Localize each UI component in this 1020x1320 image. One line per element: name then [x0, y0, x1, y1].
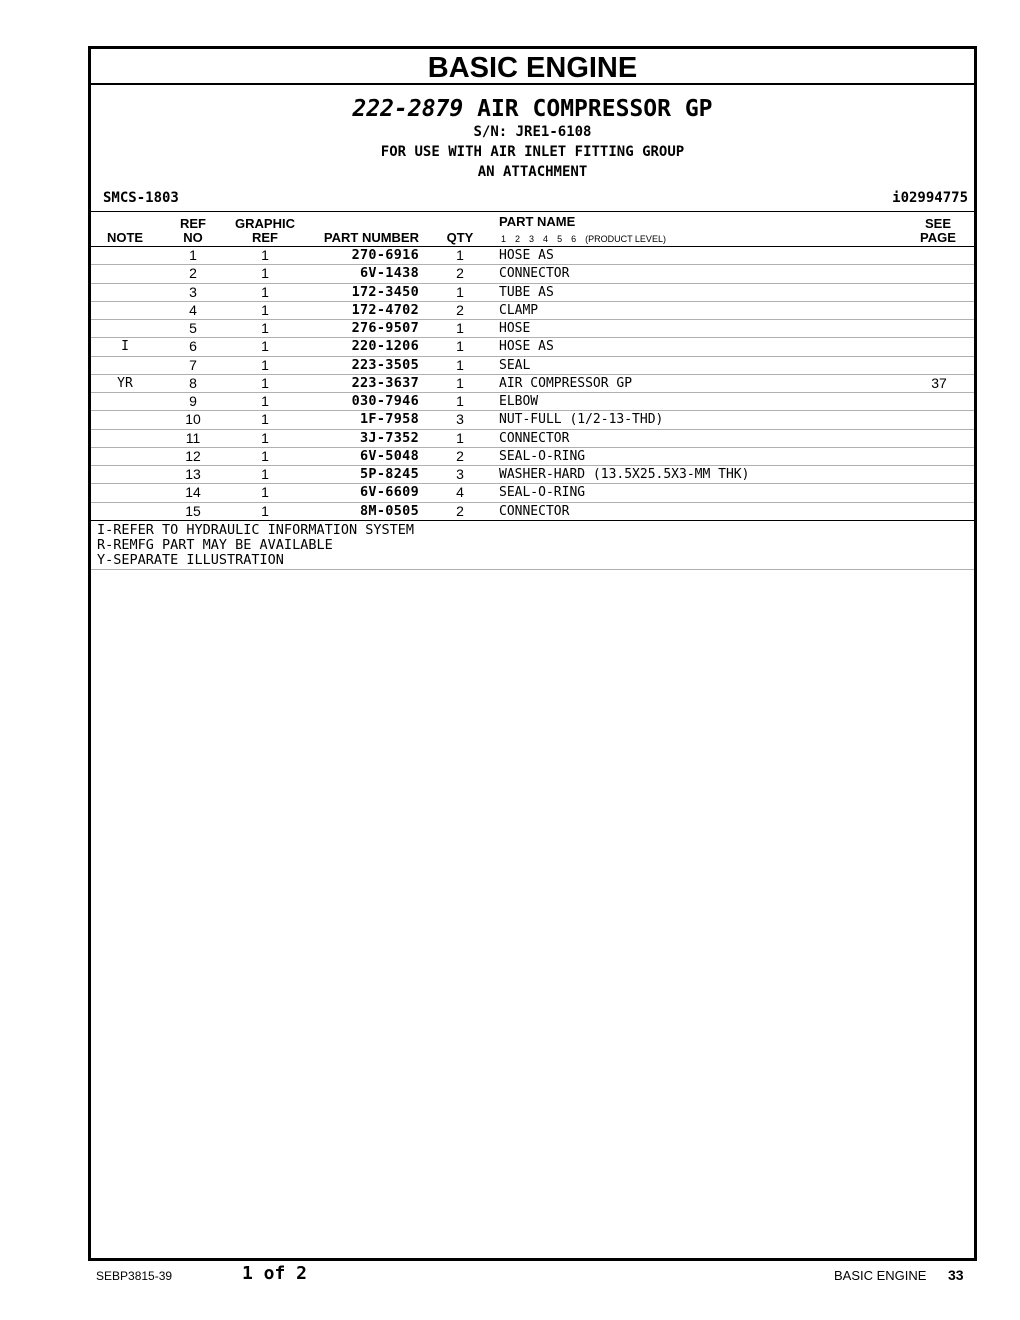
row-ref-no: 9 — [189, 393, 197, 409]
column-header-ref-top: REF — [180, 216, 206, 231]
column-header-graphic-ref — [227, 217, 303, 245]
row-ref-no: 1 — [189, 247, 197, 263]
row-part-name: CONNECTOR — [499, 266, 570, 282]
table-row — [91, 246, 974, 264]
row-part-number: 8M-0505 — [360, 502, 419, 519]
row-qty: 1 — [456, 374, 464, 391]
column-header-part-name: PART NAME — [499, 214, 576, 229]
row-qty: 2 — [456, 265, 464, 282]
product-level-6: 6 — [571, 234, 577, 244]
column-header-see-top: SEE — [924, 216, 951, 231]
row-part-name: SEAL-O-RING — [499, 485, 586, 501]
row-part-number: 220-1206 — [351, 338, 419, 355]
row-graphic-ref: 1 — [261, 411, 269, 428]
column-header-part-number: PART NUMBER — [323, 230, 419, 245]
row-ref-no: 6 — [189, 338, 197, 355]
table-row — [91, 447, 974, 465]
table-row — [91, 264, 974, 282]
note-line: Y-SEPARATE ILLUSTRATION — [97, 552, 284, 568]
row-ref-no: 2 — [189, 265, 197, 282]
table-row — [91, 465, 974, 483]
row-qty: 1 — [456, 247, 464, 263]
row-part-number: 3J-7352 — [360, 429, 419, 446]
row-part-name: AIR COMPRESSOR GP — [499, 375, 633, 391]
use-with-line: FOR USE WITH AIR INLET FITTING GROUP — [380, 144, 685, 160]
table-row — [91, 374, 974, 392]
footer-section-name: BASIC ENGINE — [834, 1268, 927, 1283]
row-graphic-ref: 1 — [261, 447, 269, 464]
product-levels — [501, 233, 675, 245]
row-part-name: CLAMP — [499, 302, 539, 318]
product-level-2: 2 — [515, 234, 521, 244]
header-rule — [91, 211, 974, 212]
note-line: R-REMFG PART MAY BE AVAILABLE — [97, 537, 333, 553]
row-qty: 1 — [456, 338, 464, 355]
product-level-3: 3 — [529, 234, 535, 244]
row-graphic-ref: 1 — [261, 466, 269, 482]
table-row — [91, 392, 974, 410]
row-ref-no: 4 — [189, 301, 197, 318]
row-part-number: 172-4702 — [351, 301, 419, 318]
row-ref-no: 8 — [189, 374, 197, 391]
product-level-4: 4 — [543, 234, 549, 244]
smcs-code: SMCS-1803 — [103, 190, 179, 206]
row-ref-no: 15 — [185, 502, 201, 519]
row-part-number: 6V-6609 — [360, 484, 419, 501]
column-header-qty: QTY — [446, 230, 474, 245]
row-part-number: 270-6916 — [351, 247, 419, 263]
parts-table — [91, 246, 974, 520]
row-qty: 2 — [456, 502, 464, 519]
row-ref-no: 14 — [185, 484, 201, 501]
row-graphic-ref: 1 — [261, 265, 269, 282]
row-part-name: TUBE AS — [499, 284, 554, 300]
row-qty: 2 — [456, 301, 464, 318]
notes-legend — [91, 520, 974, 570]
table-row — [91, 337, 974, 355]
row-qty: 3 — [456, 411, 464, 428]
column-header-see-bottom: PAGE — [920, 230, 956, 245]
row-part-number: 5P-8245 — [360, 466, 419, 482]
row-graphic-ref: 1 — [261, 502, 269, 519]
row-qty: 4 — [456, 484, 464, 501]
row-part-name: HOSE — [499, 321, 531, 336]
row-part-number: 223-3505 — [351, 356, 419, 373]
row-ref-no: 5 — [189, 320, 197, 336]
row-ref-no: 12 — [185, 447, 201, 464]
table-row — [91, 283, 974, 301]
row-part-name: ELBOW — [499, 394, 539, 409]
row-qty: 3 — [456, 466, 464, 482]
row-graphic-ref: 1 — [261, 283, 269, 300]
row-part-name: SEAL — [499, 357, 531, 373]
row-part-number: 223-3637 — [351, 374, 419, 391]
row-graphic-ref: 1 — [261, 429, 269, 446]
row-graphic-ref: 1 — [261, 320, 269, 336]
table-row — [91, 429, 974, 447]
table-row — [91, 356, 974, 374]
footer-page-of: 1 of 2 — [242, 1263, 308, 1284]
attachment-line: AN ATTACHMENT — [477, 164, 588, 180]
product-level-1: 1 — [501, 234, 507, 244]
column-header-see-page — [911, 217, 965, 245]
footer-document-number: SEBP3815-39 — [96, 1269, 173, 1283]
row-part-number: 6V-5048 — [360, 447, 419, 464]
row-part-number: 030-7946 — [351, 393, 419, 409]
row-part-name: SEAL-O-RING — [499, 448, 586, 464]
row-ref-no: 3 — [189, 283, 197, 300]
note-line: I-REFER TO HYDRAULIC INFORMATION SYSTEM — [97, 522, 414, 538]
row-qty: 1 — [456, 356, 464, 373]
row-note: I — [121, 339, 129, 355]
table-row — [91, 319, 974, 337]
row-part-name: NUT-FULL (1/2-13-THD) — [499, 412, 664, 428]
row-part-name: CONNECTOR — [499, 430, 570, 446]
group-heading — [91, 95, 974, 123]
row-part-name: HOSE AS — [499, 339, 554, 355]
page-frame — [88, 46, 977, 1261]
row-part-name: CONNECTOR — [499, 503, 570, 519]
row-ref-no: 11 — [185, 429, 201, 446]
row-ref-no: 10 — [185, 411, 201, 428]
row-part-number: 172-3450 — [351, 283, 419, 300]
product-level-5: 5 — [557, 234, 563, 244]
row-graphic-ref: 1 — [261, 247, 269, 263]
group-name: AIR COMPRESSOR GP — [477, 96, 713, 122]
row-qty: 1 — [456, 320, 464, 336]
row-part-number: 276-9507 — [351, 320, 419, 336]
row-graphic-ref: 1 — [261, 393, 269, 409]
column-header-ref-no — [163, 217, 223, 245]
table-row — [91, 410, 974, 428]
table-row — [91, 301, 974, 319]
section-title: BASIC ENGINE — [91, 49, 974, 85]
row-graphic-ref: 1 — [261, 356, 269, 373]
document-id: i02994775 — [892, 190, 968, 206]
serial-number: S/N: JRE1-6108 — [473, 124, 592, 140]
column-header-graphic-bottom: REF — [252, 230, 278, 245]
row-graphic-ref: 1 — [261, 301, 269, 318]
row-qty: 1 — [456, 429, 464, 446]
column-header-ref-bottom: NO — [183, 230, 203, 245]
footer-page-number: 33 — [948, 1267, 964, 1283]
row-ref-no: 13 — [185, 466, 201, 482]
row-see-page-link[interactable]: 37 — [931, 374, 947, 391]
row-graphic-ref: 1 — [261, 374, 269, 391]
row-graphic-ref: 1 — [261, 484, 269, 501]
table-row — [91, 502, 974, 520]
row-part-number: 1F-7958 — [360, 411, 419, 428]
table-row — [91, 483, 974, 501]
row-qty: 2 — [456, 447, 464, 464]
row-qty: 1 — [456, 393, 464, 409]
column-header-note: NOTE — [106, 230, 144, 245]
row-part-name: WASHER-HARD (13.5X25.5X3-MM THK) — [499, 467, 750, 482]
row-ref-no: 7 — [189, 356, 197, 373]
column-header-graphic-top: GRAPHIC — [235, 216, 295, 231]
row-part-name: HOSE AS — [499, 248, 554, 263]
group-number: 222-2879 — [352, 96, 464, 122]
product-level-label: (PRODUCT LEVEL) — [585, 234, 666, 244]
row-note: YR — [117, 375, 133, 391]
row-qty: 1 — [456, 283, 464, 300]
row-graphic-ref: 1 — [261, 338, 269, 355]
row-part-number: 6V-1438 — [360, 265, 419, 282]
